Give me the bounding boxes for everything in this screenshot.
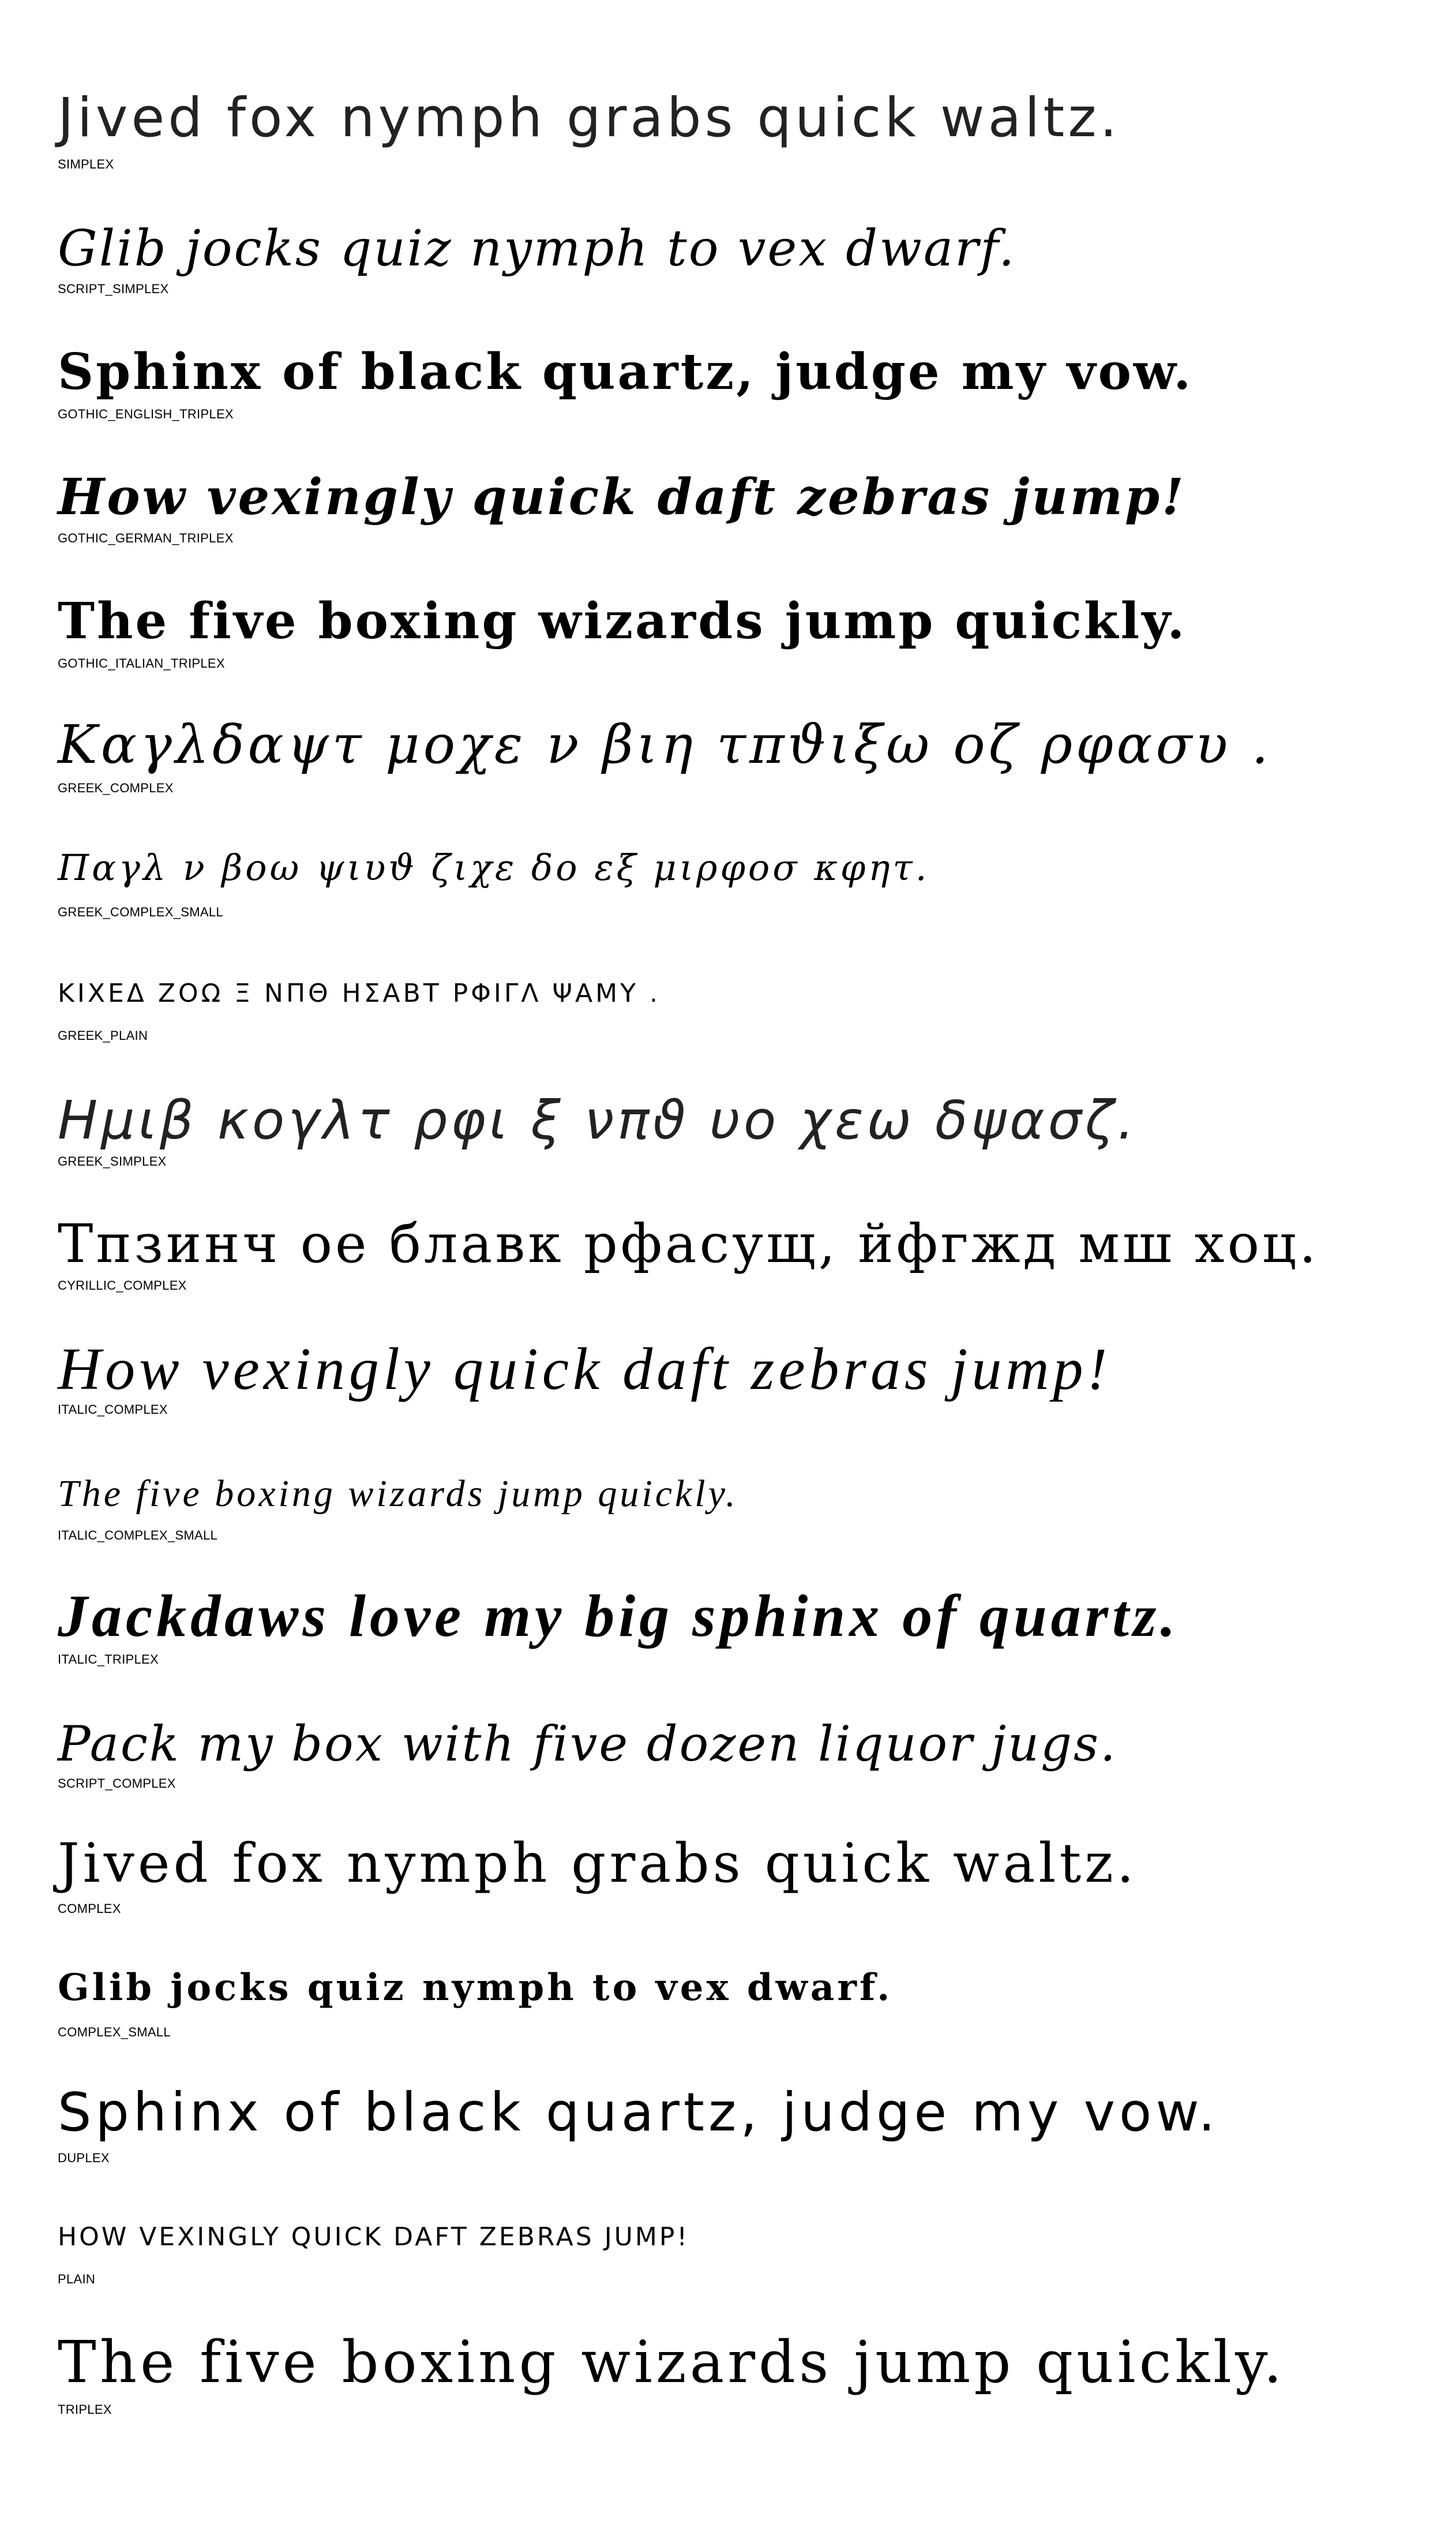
font-label: SCRIPT_COMPLEX xyxy=(58,1776,176,1791)
sample-text: Glib jocks quiz nymph to vex dwarf. xyxy=(58,220,1016,278)
font-label: GREEK_COMPLEX xyxy=(58,781,174,795)
font-label: CYRILLIC_COMPLEX xyxy=(58,1278,187,1293)
font-label: GOTHIC_ITALIAN_TRIPLEX xyxy=(58,656,225,671)
sample-text: The five boxing wizards jump quickly. xyxy=(58,1473,738,1515)
font-label: ITALIC_TRIPLEX xyxy=(58,1652,159,1667)
sample-text: Jived fox nymph grabs quick waltz. xyxy=(58,87,1121,149)
sample-text: Παγλ ν βοω ψιυϑ ζιχε δο εξ μιρφοσ κφητ. xyxy=(58,847,930,889)
sample-text: Ημιβ κογλτ ρφι ξ νπϑ υο χεω δψασζ. xyxy=(58,1089,1138,1151)
specimen-script-simplex xyxy=(58,214,1431,306)
font-label: GOTHIC_GERMAN_TRIPLEX xyxy=(58,531,234,545)
font-label: GOTHIC_ENGLISH_TRIPLEX xyxy=(58,407,234,421)
specimen-script-complex xyxy=(58,1714,1431,1806)
sample-text: Sphinx of black quartz, judge my vow. xyxy=(58,343,1194,401)
specimen-italic-complex-small xyxy=(58,1471,1431,1552)
specimen-simplex xyxy=(58,87,1431,179)
sample-text: Καγλδαψτ μοχε ν βιη τπϑιξω οζ ρφασυ . xyxy=(58,714,1272,776)
sample-text: Тпзинч ое блавк рфасущ, йфгжд мш хоц. xyxy=(58,1213,1319,1275)
sample-text: ΚΙΧΕΔ ΖΟΩ Ξ ΝΠΘ ΗΣΑΒΤ ΡΦΙΓΛ ΨΑΜΥ . xyxy=(58,979,661,1008)
font-label: COMPLEX xyxy=(58,1901,121,1916)
font-label: SCRIPT_SIMPLEX xyxy=(58,282,169,296)
specimen-gothic-italian-triplex xyxy=(58,589,1431,681)
sample-text: Pack my box with five dozen liquor jugs. xyxy=(58,1716,1117,1772)
specimen-triplex xyxy=(58,2328,1431,2435)
specimen-plain xyxy=(58,2222,1431,2294)
sample-text: Glib jocks quiz nymph to vex dwarf. xyxy=(58,1966,893,2009)
font-label: ITALIC_COMPLEX xyxy=(58,1402,168,1417)
specimen-greek-complex xyxy=(58,713,1431,805)
font-label: SIMPLEX xyxy=(58,157,114,171)
font-label: ITALIC_COMPLEX_SMALL xyxy=(58,1528,218,1542)
font-label: COMPLEX_SMALL xyxy=(58,2025,171,2039)
specimen-greek-complex-small xyxy=(58,845,1431,926)
sample-text: The five boxing wizards jump quickly. xyxy=(58,2328,1286,2396)
sample-text: Jackdaws love my big sphinx of quartz. xyxy=(58,1583,1180,1649)
specimen-complex-small xyxy=(58,1965,1431,2046)
sample-text: The five boxing wizards jump quickly. xyxy=(58,592,1187,650)
font-label: GREEK_COMPLEX_SMALL xyxy=(58,905,223,919)
sample-text: Sphinx of black quartz, judge my vow. xyxy=(58,2081,1219,2143)
font-label: GREEK_SIMPLEX xyxy=(58,1154,167,1169)
specimen-duplex xyxy=(58,2080,1431,2173)
sample-text: Jived fox nymph grabs quick waltz. xyxy=(58,1832,1138,1895)
specimen-greek-plain xyxy=(58,981,1431,1050)
specimen-italic-complex xyxy=(58,1336,1431,1428)
specimen-greek-simplex xyxy=(58,1091,1431,1183)
font-label: DUPLEX xyxy=(58,2151,110,2165)
specimen-complex xyxy=(58,1832,1431,1924)
font-label: TRIPLEX xyxy=(58,2402,112,2417)
specimen-italic-triplex xyxy=(58,1584,1431,1676)
specimen-gothic-english-triplex xyxy=(58,340,1431,433)
sample-text: How vexingly quick daft zebras jump! xyxy=(58,1336,1112,1402)
font-label: PLAIN xyxy=(58,2272,96,2286)
specimen-cyrillic-complex xyxy=(58,1212,1431,1304)
font-label: GREEK_PLAIN xyxy=(58,1028,148,1043)
sample-text: How vexingly quick daft zebras jump! xyxy=(58,468,1186,526)
sample-text: HOW VEXINGLY QUICK DAFT ZEBRAS JUMP! xyxy=(58,2222,690,2252)
specimen-gothic-german-triplex xyxy=(58,465,1431,557)
